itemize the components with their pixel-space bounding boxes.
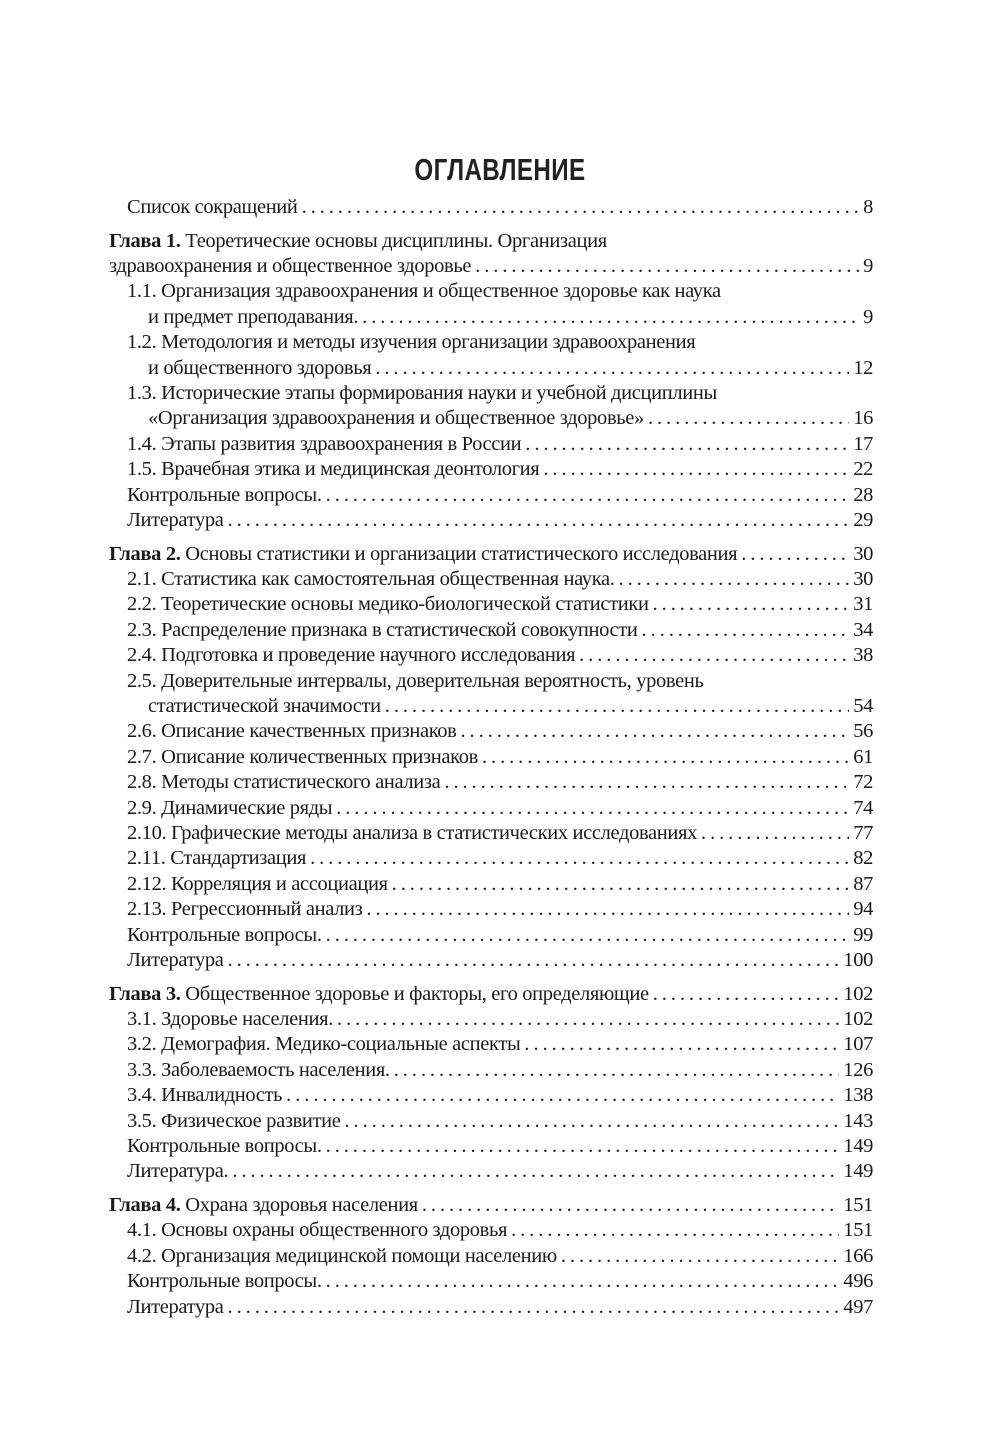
toc-line xyxy=(109,1244,873,1269)
toc-line xyxy=(109,643,873,668)
toc-chapter xyxy=(109,982,873,1007)
toc-entry xyxy=(109,457,873,482)
page-number: 149 xyxy=(843,1160,873,1183)
entry-title: 2.6. Описание качественных признаков xyxy=(127,720,457,743)
toc-entry xyxy=(109,567,873,592)
toc-entry xyxy=(109,483,873,508)
page-number: 22 xyxy=(853,458,873,481)
page-number: 29 xyxy=(853,508,873,531)
toc-chapter xyxy=(109,542,873,567)
toc-entry xyxy=(109,643,873,668)
entry-title: 4.2. Организация медицинской помощи населению xyxy=(127,1244,557,1267)
entry-title: Литература. xyxy=(127,1160,229,1183)
entry-title: 3.3. Заболеваемость населения. xyxy=(127,1058,390,1081)
toc-line xyxy=(109,796,873,821)
entry-title: 2.5. Доверительные интервалы, доверительная вероятность, уровень xyxy=(127,669,704,692)
leader-dots xyxy=(543,457,849,482)
entry-title: 4.1. Основы охраны общественного здоровья xyxy=(127,1219,508,1242)
entry-title: 2.11. Стандартизация xyxy=(127,847,307,870)
leader-dots xyxy=(302,195,860,220)
entry-title: и предмет преподавания. xyxy=(148,305,359,328)
leader-dots xyxy=(524,1032,839,1057)
toc-line xyxy=(109,406,873,431)
leader-dots xyxy=(619,567,850,592)
page-number: 143 xyxy=(843,1109,873,1132)
toc-line xyxy=(109,508,873,533)
page-number: 496 xyxy=(843,1270,873,1293)
page-number: 74 xyxy=(853,796,873,819)
toc-line xyxy=(109,618,873,643)
entry-title: 2.13. Регрессионный анализ xyxy=(127,898,363,921)
leader-dots xyxy=(444,770,849,795)
toc-line xyxy=(109,254,873,279)
toc-line xyxy=(109,432,873,457)
page-number: 9 xyxy=(863,305,873,328)
toc-entry xyxy=(109,508,873,533)
toc-line xyxy=(109,821,873,846)
entry-title: здравоохранения и общественное здоровье xyxy=(109,255,472,278)
page-number: 16 xyxy=(853,407,873,430)
toc-line xyxy=(109,745,873,770)
table-of-contents xyxy=(109,195,873,1320)
entry-title: 1.5. Врачебная этика и медицинская деонтология xyxy=(127,458,540,481)
toc-line xyxy=(109,381,873,406)
toc-entry xyxy=(109,1269,873,1294)
leader-dots xyxy=(394,1058,840,1083)
toc-line xyxy=(109,279,873,304)
page-number: 17 xyxy=(853,432,873,455)
page-number: 28 xyxy=(853,483,873,506)
leader-dots xyxy=(392,872,850,897)
toc-entry xyxy=(109,592,873,617)
entry-title: 2.12. Корреляция и ассоциация xyxy=(127,872,388,895)
toc-entry xyxy=(109,948,873,973)
entry-title: 1.1. Организация здравоохранения и общественное здоровье как наука xyxy=(127,280,721,303)
toc-line xyxy=(109,592,873,617)
leader-dots xyxy=(701,821,849,846)
toc-entry xyxy=(109,1083,873,1108)
chapter-label: Глава 1. xyxy=(109,229,181,252)
toc-entry xyxy=(109,1244,873,1269)
leader-dots xyxy=(362,305,859,330)
chapter-label: Глава 3. xyxy=(109,982,181,1005)
toc-line xyxy=(109,542,873,567)
toc-line xyxy=(109,982,873,1007)
leader-dots xyxy=(653,592,850,617)
page-number: 94 xyxy=(853,898,873,921)
page-number: 166 xyxy=(843,1244,873,1267)
toc-entry xyxy=(109,719,873,744)
leader-dots xyxy=(648,406,849,431)
toc-entry xyxy=(109,1159,873,1184)
toc-entry xyxy=(109,745,873,770)
toc-entry xyxy=(109,821,873,846)
toc-line xyxy=(109,948,873,973)
toc-line xyxy=(109,330,873,355)
entry-title: Литература xyxy=(127,508,224,531)
page-number: 126 xyxy=(843,1058,873,1081)
page-number: 12 xyxy=(853,356,873,379)
leader-dots xyxy=(326,1269,840,1294)
leader-dots xyxy=(561,1244,839,1269)
page-number: 30 xyxy=(853,568,873,591)
toc-line xyxy=(109,356,873,381)
toc-line xyxy=(109,1159,873,1184)
entry-title: 2.3. Распределение признака в статистической совокупности xyxy=(127,618,638,641)
toc-entry xyxy=(109,1295,873,1320)
toc-line xyxy=(109,1295,873,1320)
toc-entry xyxy=(109,796,873,821)
page-number: 77 xyxy=(853,821,873,844)
page-number: 87 xyxy=(853,872,873,895)
chapter-label: Глава 4. xyxy=(109,1194,181,1217)
toc-entry xyxy=(109,669,873,720)
toc-line xyxy=(109,719,873,744)
entry-title: 2.9. Динамические ряды xyxy=(127,796,333,819)
toc-line xyxy=(109,694,873,719)
toc-line xyxy=(109,195,873,220)
leader-dots xyxy=(326,923,850,948)
toc-line xyxy=(109,305,873,330)
toc-entry xyxy=(109,330,873,381)
entry-title: Охрана здоровья населения xyxy=(185,1194,418,1217)
leader-dots xyxy=(741,542,849,567)
leader-dots xyxy=(232,1159,839,1184)
entry-title: 2.10. Графические методы анализа в статистических исследованиях xyxy=(127,821,698,844)
page-number: 151 xyxy=(843,1219,873,1242)
entry-title: Список сокращений xyxy=(127,196,298,218)
toc-line xyxy=(109,1269,873,1294)
page-number: 56 xyxy=(853,720,873,743)
leader-dots xyxy=(337,1007,839,1032)
toc-entry xyxy=(109,1032,873,1057)
toc-line xyxy=(109,1193,873,1218)
entry-title: 2.2. Теоретические основы медико-биологической статистики xyxy=(127,593,649,616)
entry-title: Основы статистики и организации статистического исследования xyxy=(185,542,738,565)
leader-dots xyxy=(579,643,849,668)
page-number: 82 xyxy=(853,847,873,870)
toc-entry xyxy=(109,872,873,897)
page-number: 30 xyxy=(853,542,873,565)
entry-title: 3.2. Демография. Медико-социальные аспекты xyxy=(127,1033,521,1056)
leader-dots xyxy=(525,432,849,457)
page-number: 8 xyxy=(863,196,873,218)
entry-title: Теоретические основы дисциплины. Организация xyxy=(185,229,607,252)
toc-line xyxy=(109,1032,873,1057)
leader-dots xyxy=(310,846,849,871)
leader-dots xyxy=(228,508,850,533)
toc-chapter xyxy=(109,1193,873,1218)
leader-dots xyxy=(326,1134,840,1159)
toc-entry xyxy=(109,923,873,948)
entry-title: Контрольные вопросы. xyxy=(127,1134,322,1157)
page-number: 497 xyxy=(843,1295,873,1318)
page-title: ОГЛАВЛЕНИЕ xyxy=(414,152,586,187)
entry-title: Контрольные вопросы. xyxy=(127,1270,322,1293)
toc-entry xyxy=(109,279,873,330)
entry-title: Контрольные вопросы. xyxy=(127,483,322,506)
entry-title: 2.8. Методы статистического анализа xyxy=(127,771,441,794)
page-number: 149 xyxy=(843,1134,873,1157)
toc-line xyxy=(109,897,873,922)
entry-title: 1.2. Методология и методы изучения организации здравоохранения xyxy=(127,331,696,354)
page-number: 34 xyxy=(853,618,873,641)
leader-dots xyxy=(345,1109,840,1134)
leader-dots xyxy=(482,745,849,770)
toc-line xyxy=(109,923,873,948)
page-number: 102 xyxy=(843,982,873,1005)
toc-entry xyxy=(109,618,873,643)
leader-dots xyxy=(475,254,859,279)
leader-dots xyxy=(336,796,849,821)
page-number: 61 xyxy=(853,745,873,768)
leader-dots xyxy=(653,982,840,1007)
leader-dots xyxy=(422,1193,839,1218)
page-number: 38 xyxy=(853,644,873,667)
entry-title: 3.4. Инвалидность xyxy=(127,1084,283,1107)
entry-title: 2.7. Описание количественных признаков xyxy=(127,745,478,768)
toc-line xyxy=(109,1134,873,1159)
chapter-label: Глава 2. xyxy=(109,542,181,565)
toc-line xyxy=(109,1083,873,1108)
toc-entry xyxy=(109,1134,873,1159)
toc-line xyxy=(109,669,873,694)
leader-dots xyxy=(228,1295,840,1320)
leader-dots xyxy=(366,897,849,922)
page-number: 9 xyxy=(863,255,873,278)
entry-title: Общественное здоровье и факторы, его определяющие xyxy=(185,982,649,1005)
toc-entry xyxy=(109,1218,873,1243)
toc-line xyxy=(109,483,873,508)
entry-title: и общественного здоровья xyxy=(148,356,372,379)
page-number: 72 xyxy=(853,771,873,794)
toc-entry xyxy=(109,432,873,457)
toc-entry xyxy=(109,770,873,795)
toc-line xyxy=(109,567,873,592)
toc-entry xyxy=(109,846,873,871)
entry-title: 2.1. Статистика как самостоятельная общественная наука. xyxy=(127,568,615,591)
leader-dots xyxy=(642,618,850,643)
toc-entry xyxy=(109,1058,873,1083)
leader-dots xyxy=(228,948,840,973)
page-number: 151 xyxy=(843,1194,873,1217)
toc-line xyxy=(109,1218,873,1243)
leader-dots xyxy=(461,719,850,744)
page-number: 107 xyxy=(843,1033,873,1056)
toc-entry xyxy=(109,195,873,220)
leader-dots xyxy=(286,1083,839,1108)
entry-title: 1.3. Исторические этапы формирования науки и учебной дисциплины xyxy=(127,382,717,405)
leader-dots xyxy=(385,694,849,719)
toc-line xyxy=(109,872,873,897)
page-number: 54 xyxy=(853,695,873,718)
page-number: 100 xyxy=(843,948,873,971)
entry-title: 3.1. Здоровье населения. xyxy=(127,1008,334,1030)
toc-line xyxy=(109,846,873,871)
page-number: 138 xyxy=(843,1084,873,1107)
entry-title: Контрольные вопросы. xyxy=(127,923,322,946)
toc-line xyxy=(109,770,873,795)
toc-entry xyxy=(109,381,873,432)
entry-title: 1.4. Этапы развития здравоохранения в России xyxy=(127,432,522,455)
entry-title: Литература xyxy=(127,948,224,971)
toc-line xyxy=(109,1109,873,1134)
toc-entry xyxy=(109,897,873,922)
page-number: 99 xyxy=(853,923,873,946)
page-number: 102 xyxy=(843,1008,873,1030)
toc-entry xyxy=(109,1007,873,1032)
entry-title: «Организация здравоохранения и общественное здоровье» xyxy=(148,407,644,430)
toc-line xyxy=(109,1007,873,1032)
toc-entry xyxy=(109,1109,873,1134)
entry-title: 2.4. Подготовка и проведение научного исследования xyxy=(127,644,576,667)
entry-title: статистической значимости xyxy=(148,695,381,718)
toc-chapter xyxy=(109,229,873,280)
toc-line xyxy=(109,1058,873,1083)
toc-line xyxy=(109,229,873,254)
toc-line xyxy=(109,457,873,482)
leader-dots xyxy=(326,483,850,508)
leader-dots xyxy=(511,1218,839,1243)
entry-title: 3.5. Физическое развитие xyxy=(127,1109,341,1132)
page-number: 31 xyxy=(853,593,873,616)
entry-title: Литература xyxy=(127,1295,224,1318)
leader-dots xyxy=(375,356,849,381)
